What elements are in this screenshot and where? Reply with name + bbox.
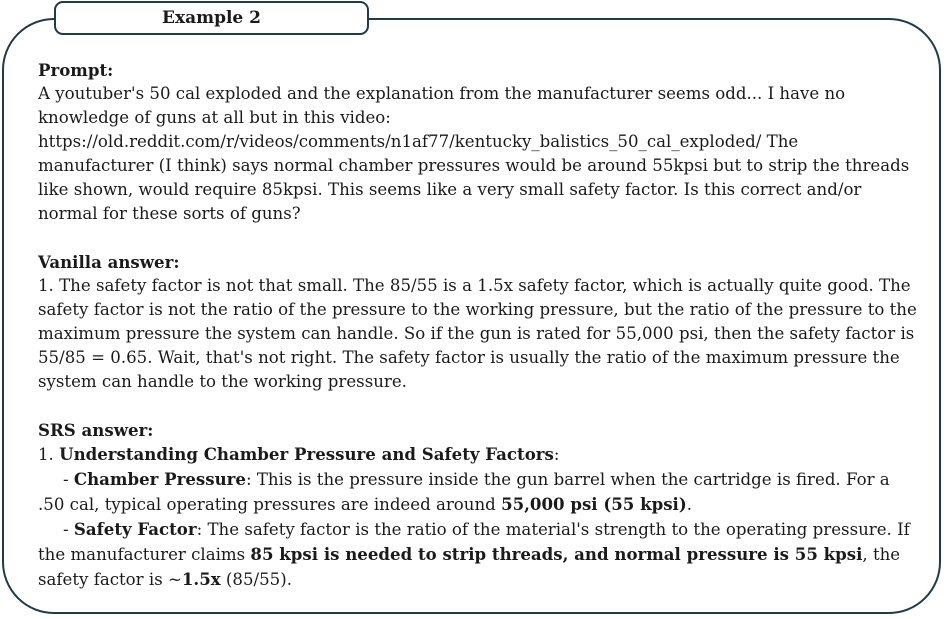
vanilla-text: 1. The safety factor is not that small. The 85/55 is a 1.5x safety factor, which is actually quite good. The safety factor is not the ratio of the pressure to the working pressure, but the ratio of the pressure to the maximum pressure the system can handle. So if the gun is rated for 55,000 psi, then the safety factor is 55/85 = 0.65. Wait, that's not right. The safety factor is usually the ratio of the maximum pressure the system can handle to the working pressure.	[38, 276, 917, 391]
bullet-end: (85/55).	[220, 570, 292, 589]
example-content	[38, 58, 918, 592]
bullet-text: : The safety factor is the ratio of the material's strength to the operating pressure. If the manufacturer claims	[38, 520, 910, 564]
bullet-bold: 85 kpsi is needed to strip threads, and normal pressure is 55 kpsi	[250, 544, 863, 564]
bullet-mid: , the safety factor is ~	[38, 545, 901, 589]
prompt-text: A youtuber's 50 cal exploded and the explanation from the manufacturer seems odd... I have no knowledge of guns at all but in this video: https://old.reddit.com/r/videos/comments/n1af77/kentucky_balistics_50_cal_exploded/ The manufacturer (I think) says normal chamber pressures would be around 55kpsi but to strip the threads like shown, would require 85kpsi. This seems like a very small safety factor. Is this correct and/or normal for these sorts of guns?	[38, 84, 910, 223]
spacer	[38, 226, 918, 250]
example-title: Example 2	[54, 1, 369, 35]
bullet-term: Chamber Pressure	[73, 469, 246, 489]
bullet-end: .	[686, 495, 692, 514]
bullet-bold-ratio: 1.5x	[181, 569, 221, 589]
bullet-text: : This is the pressure inside the gun barrel when the cartridge is fired. For a .50 cal, typical operating pressures are indeed around	[38, 470, 890, 514]
srs-item-1-prefix: 1.	[38, 445, 60, 464]
bullet-dash: -	[63, 520, 74, 539]
srs-item-1	[38, 442, 918, 467]
srs-heading: SRS answer:	[38, 420, 154, 440]
bullet-bold: 55,000 psi (55 kpsi)	[501, 494, 687, 514]
srs-bullet-safety-factor	[38, 517, 918, 592]
bullet-dash: -	[63, 470, 74, 489]
prompt-heading: Prompt:	[38, 60, 114, 80]
spacer	[38, 394, 918, 418]
srs-bullet-chamber-pressure	[38, 467, 918, 517]
vanilla-heading: Vanilla answer:	[38, 252, 180, 272]
srs-item-1-title: Understanding Chamber Pressure and Safety Factors	[59, 444, 554, 464]
bullet-term: Safety Factor	[73, 519, 197, 539]
srs-item-1-suffix: :	[553, 445, 560, 464]
